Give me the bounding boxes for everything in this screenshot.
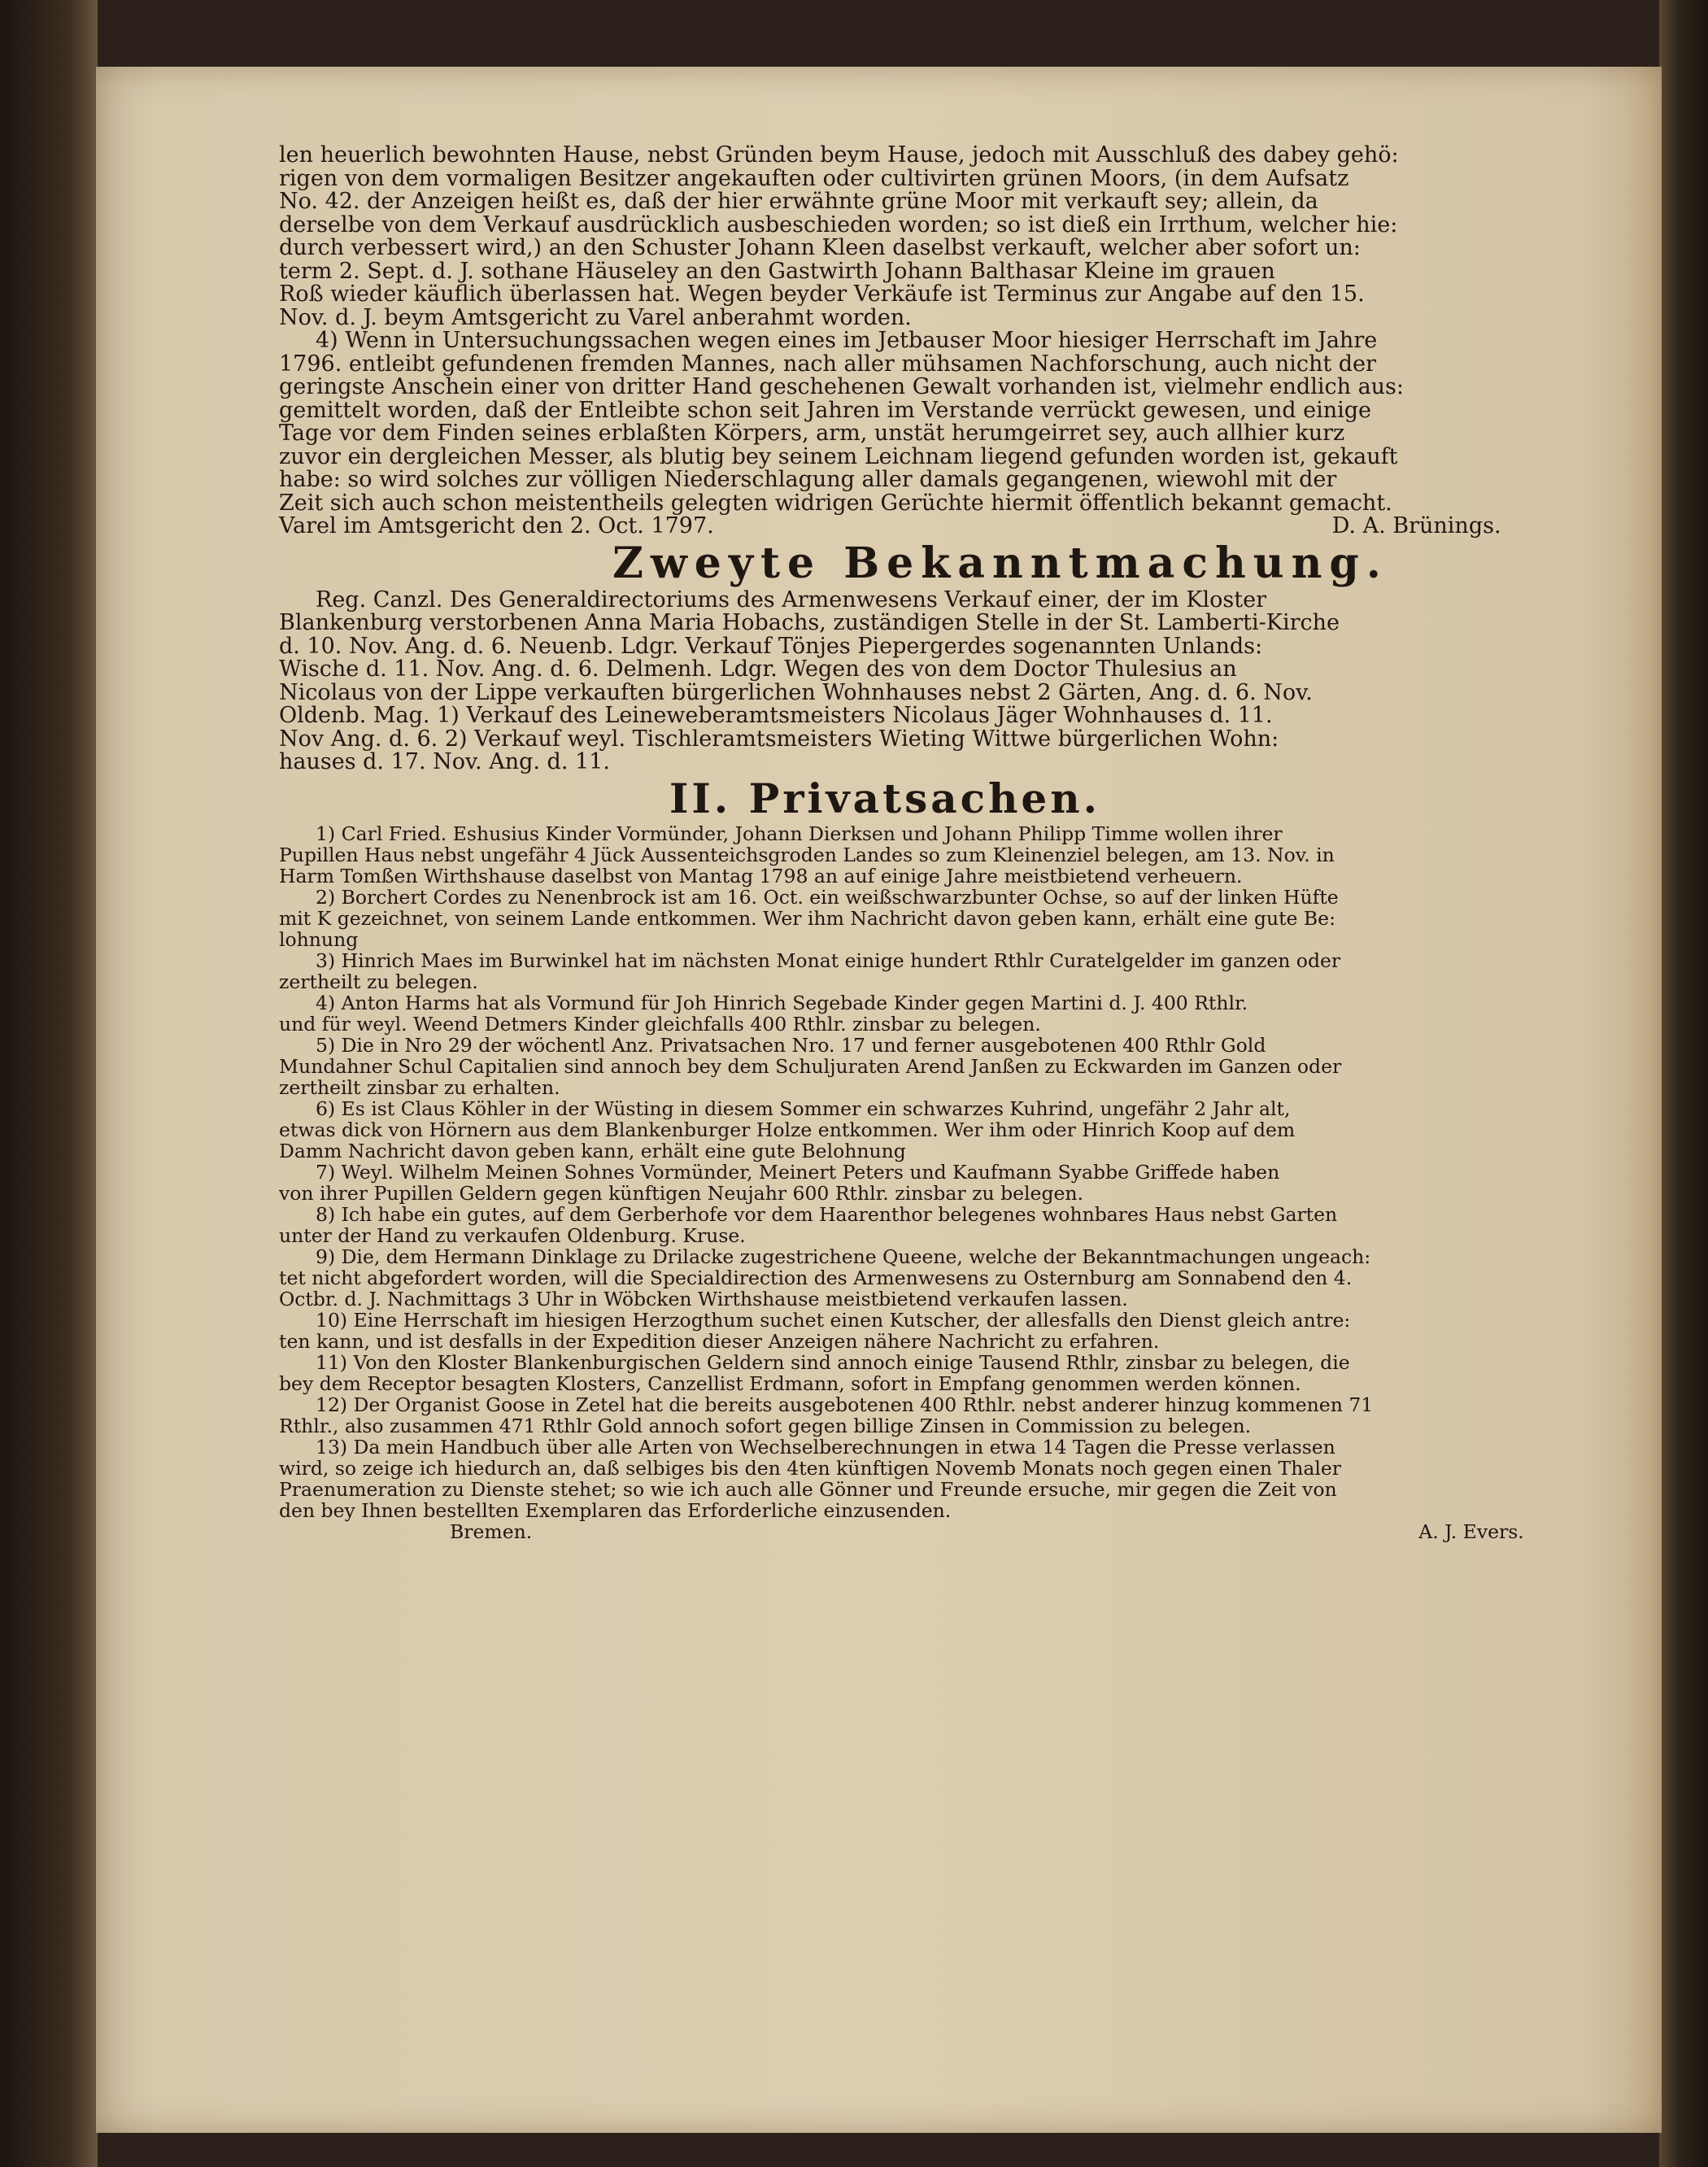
item4-line: zuvor ein dergleichen Messer, als blutig bey seinem Leichnam liegend gefunden worden ist, gekauft [279,443,1398,469]
private-notice-line: tet nicht abgefordert worden, will die Specialdirection des Armenwesens zu Osternburg am Sonnabend den 4. [279,1266,1353,1289]
private-notice-line: 6) Es ist Claus Köhler in der Wüsting in diesem Sommer ein schwarzes Kuhrind, ungefähr 2 Jahr alt, [316,1097,1291,1120]
second-notice-line: Wische d. 11. Nov. Ang. d. 6. Delmenh. Ldgr. Wegen des von dem Doctor Thulesius an [279,656,1237,682]
private-notice-line: unter der Hand zu verkaufen Oldenburg. Kruse. [279,1223,746,1247]
second-notice-line: hauses d. 17. Nov. Ang. d. 11. [279,749,610,774]
private-notice-line: zertheilt zinsbar zu erhalten. [279,1075,560,1099]
private-notice-line: etwas dick von Hörnern aus dem Blankenburger Holze entkommen. Wer ihm oder Hinrich Koop auf dem [279,1118,1296,1141]
second-notice-line: Nicolaus von der Lippe verkauften bürgerlichen Wohnhauses nebst 2 Gärten, Ang. d. 6. Nov. [279,679,1313,705]
private-notice-line: wird, so zeige ich hiedurch an, daß selbiges bis den 4ten künftigen Novemb Monats noch gegen einen Thaler [279,1456,1341,1480]
private-notice-line: 11) Von den Kloster Blankenburgischen Geldern sind annoch einige Tausend Rthlr, zinsbar zu belegen, die [316,1350,1350,1374]
private-notice-line: Damm Nachricht davon geben kann, erhält eine gute Belohnung [279,1139,906,1162]
book-gutter-left [0,0,98,2167]
second-notice-line: Blankenburg verstorbenen Anna Maria Hobachs, zuständigen Stelle in der St. Lamberti-Kirche [279,610,1340,635]
item4-dateline [279,515,1708,538]
private-notice-line: 9) Die, dem Hermann Dinklage zu Drilacke zugestrichene Queene, welche der Bekanntmachungen ungeach: [316,1245,1371,1268]
continuation-line: len heuerlich bewohnten Hause, nebst Gründen beym Hause, jedoch mit Ausschluß des dabey gehö: [279,142,1399,168]
private-notice-line: den bey Ihnen bestellten Exemplaren das Erforderliche einzusenden. [279,1498,952,1522]
private-notice-line: Harm Tomßen Wirthshause daselbst von Mantag 1798 an auf einige Jahre meistbietend verheuern. [279,864,1243,887]
item4-line: gemittelt worden, daß der Entleibte schon seit Jahren im Verstande verrückt gewesen, und einige [279,397,1372,423]
private-notice-line: 8) Ich habe ein gutes, auf dem Gerberhofe vor dem Haarenthor belegenes wohnbares Haus nebst Garten [316,1202,1338,1226]
item4-line: Zeit sich auch schon meistentheils gelegten widrigen Gerüchte hiermit öffentlich bekannt gemacht. [279,490,1392,516]
closing-line [279,1521,1708,1542]
private-notice-line: 5) Die in Nro 29 der wöchentl Anz. Privatsachen Nro. 17 und ferner ausgebotenen 400 Rthlr Gold [316,1033,1266,1057]
second-notice-line: Oldenb. Mag. 1) Verkauf des Leineweberamtsmeisters Nicolaus Jäger Wohnhauses d. 11. [279,703,1273,728]
second-notice-line: Reg. Canzl. Des Generaldirectoriums des Armenwesens Verkauf einer, der im Kloster [316,586,1267,613]
continuation-line: term 2. Sept. d. J. sothane Häuseley an den Gastwirth Johann Balthasar Kleine im grauen [279,258,1275,284]
item4-line: 4) Wenn in Untersuchungssachen wegen eines im Jetbauser Moor hiesiger Herrschaft im Jahre [316,328,1378,353]
private-notice-line: Mundahner Schul Capitalien sind annoch bey dem Schuljuraten Arend Janßen zu Eckwarden im Ganzen oder [279,1054,1342,1078]
second-notice-line: d. 10. Nov. Ang. d. 6. Neuenb. Ldgr. Verkauf Tönjes Piepergerdes sogenannten Unlands: [279,633,1263,659]
private-notice-line: 1) Carl Fried. Eshusius Kinder Vormünder, Johann Dierksen und Johann Philipp Timme wollen ihrer [316,822,1283,845]
private-notice-line: Rthlr., also zusammen 471 Rthlr Gold annoch sofort gegen billige Zinsen in Commission zu belegen. [279,1414,1252,1437]
continuation-line: Nov. d. J. beym Amtsgericht zu Varel anberahmt worden. [279,304,912,330]
continuation-line: Roß wieder käuflich überlassen hat. Wegen beyder Verkäufe ist Terminus zur Angabe auf den 15. [279,281,1365,307]
private-notice-line: Praenumeration zu Dienste stehet; so wie ich auch alle Gönner und Freunde ersuche, mir gegen die Zeit von [279,1477,1337,1501]
item4-line: 1796. entleibt gefundenen fremden Mannes, nach aller mühsamen Nachforschung, auch nicht der [279,351,1376,377]
continuation-line: No. 42. der Anzeigen heißt es, daß der hier erwähnte grüne Moor mit verkauft sey; allein, da [279,189,1318,214]
private-notice-line: 12) Der Organist Goose in Zetel hat die bereits ausgebotenen 400 Rthlr. nebst anderer hinzug kommenen 71 [316,1393,1374,1416]
section-title: II. Privatsachen. [669,774,1100,822]
private-notice-line: zertheilt zu belegen. [279,970,478,993]
private-notice-line: mit K gezeichnet, von seinem Lande entkommen. Wer ihm Nachricht davon geben kann, erhält eine gute Be: [279,906,1335,930]
closing-signature: A. J. Evers. [1418,1520,1524,1543]
private-notice-line: 10) Eine Herrschaft im hiesigen Herzogthum suchet einen Kutscher, der allesfalls den Dienst gleich antre: [316,1308,1351,1332]
private-notice-line: 2) Borchert Cordes zu Nenenbrock ist am 16. Oct. ein weißschwarzbunter Ochse, so auf der linken Hüfte [316,885,1339,909]
private-notice-line: 13) Da mein Handbuch über alle Arten von Wechselberechnungen in etwa 14 Tagen die Presse verlassen [316,1435,1335,1458]
private-notice-line: und für weyl. Weend Detmers Kinder gleichfalls 400 Rthlr. zinsbar zu belegen. [279,1012,1041,1036]
continuation-line: rigen von dem vormaligen Besitzer angekauften oder cultivirten grünen Moors, (in dem Aufsatz [279,165,1349,191]
continuation-line: derselbe von dem Verkauf ausdrücklich ausbeschieden worden; so ist dieß ein Irrthum, welcher hie: [279,211,1398,238]
private-notice-line: ten kann, und ist desfalls in der Expedition dieser Anzeigen nähere Nachricht zu erfahren. [279,1329,1160,1353]
private-notice-line: Pupillen Haus nebst ungefähr 4 Jück Aussenteichsgroden Landes so zum Kleinenziel belegen, am 13. Nov. in [279,843,1335,866]
private-notice-line: 3) Hinrich Maes im Burwinkel hat im nächsten Monat einige hundert Rthlr Curatelgelder im ganzen oder [316,948,1341,972]
closing-place: Bremen. [450,1520,533,1543]
item4-line: habe: so wird solches zur völligen Niederschlagung aller damals gegangenen, wiewohl mit der [279,467,1337,492]
newspaper-page [96,67,1662,2133]
private-notice-line: 4) Anton Harms hat als Vormund für Joh Hinrich Segebade Kinder gegen Martini d. J. 400 Rthlr. [316,991,1248,1014]
item4-signature: D. A. Brünings. [1331,513,1501,538]
second-notice-line: Nov Ang. d. 6. 2) Verkauf weyl. Tischleramtsmeisters Wieting Wittwe bürgerlichen Wohn: [279,726,1279,752]
item4-line: geringste Anschein einer von dritter Hand geschehenen Gewalt vorhanden ist, vielmehr endlich aus: [279,374,1405,399]
private-notice-line: von ihrer Pupillen Geldern gegen künftigen Neujahr 600 Rthlr. zinsbar zu belegen. [279,1181,1083,1205]
continuation-line: durch verbessert wird,) an den Schuster Johann Kleen daselbst verkauft, welcher aber sofort un: [279,235,1361,260]
private-notice-line: 7) Weyl. Wilhelm Meinen Sohnes Vormünder, Meinert Peters und Kaufmann Syabbe Griffede haben [316,1160,1280,1184]
page-text [279,144,1708,1542]
item4-line: Tage vor dem Finden seines erblaßten Körpers, arm, unstät herumgeirret sey, auch allhier kurz [279,421,1345,446]
private-notice-line: lohnung [279,927,359,951]
private-notice-line: Octbr. d. J. Nachmittags 3 Uhr in Wöbcken Wirthshause meistbietend verkaufen lassen. [279,1287,1128,1310]
private-notice-line: bey dem Receptor besagten Klosters, Canzellist Erdmann, sofort in Empfang genommen werden können. [279,1371,1301,1395]
section-heading: Zweyte Bekanntmachung. [612,538,1388,588]
item4-place: Varel im Amtsgericht den 2. Oct. 1797. [279,513,714,538]
